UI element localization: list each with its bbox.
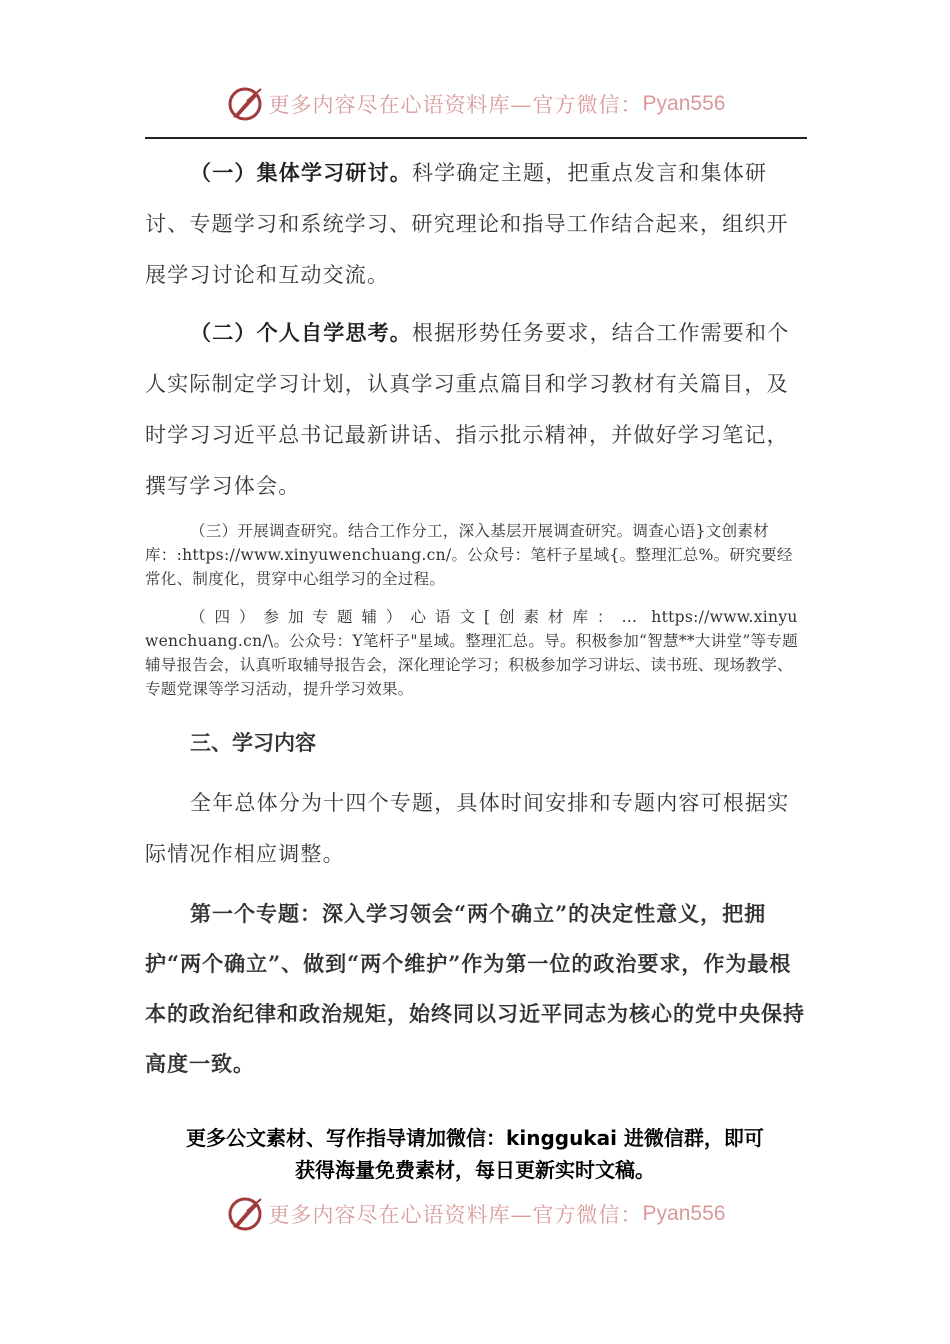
- header-banner: [0, 82, 950, 126]
- footer-wechat-id: Pyan556: [642, 1202, 726, 1225]
- paragraph-topic-one: 第一个专题：深入学习领会“两个确立”的决定性意义，把拥护“两个确立”、做到“两个维护”作为第一位的政治要求，作为最根本的政治纪律和政治规矩，始终同以习近平同志为核心的党中央保持高度一致。: [145, 901, 805, 1076]
- paragraph-investigation: （三）开展调查研究。结合工作分工，深入基层开展调查研究。调查心语}文创素材库：:https://www.xinyuwenchuang.cn/。公众号：笔杆子星域{。整理汇总%。研究要经常化、制度化，贯穿中心组学习的全过程。: [145, 522, 793, 588]
- paragraph-collective-study: [145, 147, 807, 301]
- paragraph-self-study: [145, 307, 807, 512]
- promo-notice: [100, 1122, 850, 1186]
- paragraph-overview: 全年总体分为十四个专题，具体时间安排和专题内容可根据实际情况作相应调整。: [145, 791, 790, 866]
- paragraph-lead: （一）集体学习研讨。: [190, 160, 412, 185]
- paragraph-body: https://www.xinyuwenchuang.cn/\。公众号：Y笔杆子"星域。整理汇总。导。积极参加“智慧**大讲堂”等专题辅导报告会，认真听取辅导报告会，深化理论学习；积极参加学习讲坛、读书班、现场教学、专题党课等学习活动，提升学习效果。: [145, 608, 798, 698]
- paragraph-lectures: [145, 605, 807, 701]
- footer-banner: [0, 1192, 950, 1236]
- promo-line-2: 获得海量免费素材，每日更新实时文稿。: [295, 1158, 655, 1182]
- footer-banner-text: 更多内容尽在心语资料库—官方微信：: [268, 1203, 643, 1227]
- quill-logo-icon: [225, 1194, 265, 1234]
- paragraph-lead: （二）个人自学思考。: [190, 320, 412, 345]
- section-heading: 三、学习内容: [190, 730, 316, 755]
- paragraph-body: 科学确定主题，把重点发言和集体研讨、专题学习和系统学习、研究理论和指导工作结合起来，组织开展学习讨论和互动交流。: [145, 161, 789, 287]
- quill-logo-icon: [225, 84, 265, 124]
- paragraph-body: 根据形势任务要求，结合工作需要和个人实际制定学习计划，认真学习重点篇目和学习教材有关篇目，及时学习习近平总书记最新讲话、指示批示精神，并做好学习笔记，撰写学习体会。: [145, 321, 790, 498]
- header-banner-text: 更多内容尽在心语资料库—官方微信：: [268, 93, 643, 117]
- promo-line-1: 更多公文素材、写作指导请加微信：kinggukai 进微信群，即可: [186, 1126, 764, 1150]
- header-wechat-id: Pyan556: [642, 92, 726, 115]
- paragraph-lead: （四）参加专题辅）心语文[创素材库：…: [190, 608, 647, 626]
- header-divider: [145, 137, 807, 139]
